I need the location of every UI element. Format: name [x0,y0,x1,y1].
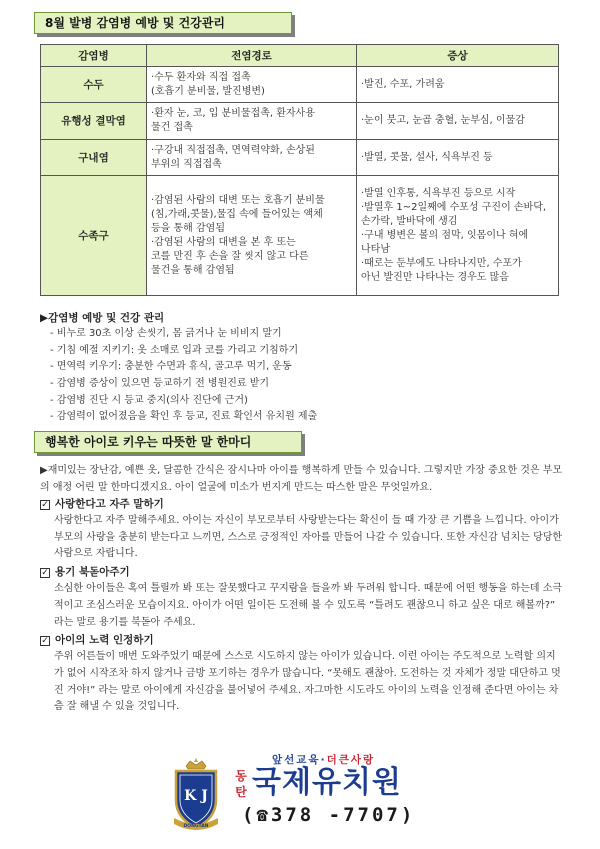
slogan-part1: 앞선교육· [272,754,327,766]
tip-body: 소심한 아이들은 혹여 틀릴까 봐 또는 잘못했다고 꾸지람을 들을까 봐 두려워 합니다. 때문에 어떤 행동을 하는데 소극적이고 조심스러운 모습이지요. 아이가 어떤 일이든 도전해 볼 수 있도록 “틀려도 괜찮으니 하고 싶은 대로 해볼까?” 라는 말로 용기를 북돋아 주세요. [54,583,563,628]
section-title-parenting: 행복한 아이로 키우는 따뜻한 말 한마디 [34,431,302,453]
school-logo [168,752,438,842]
symptom-cell [357,67,559,103]
phone-number: (☎378 -7707) [242,804,416,826]
dongtan-label: 동탄 [235,769,247,799]
route-line: 부위의 직접접촉 [151,158,222,170]
symptom-line: ·눈이 붓고, 눈곱 충혈, 눈부심, 이물감 [361,115,525,126]
symptom-line: ·때로는 둔부에도 나타나지만, 수포가 [361,257,522,269]
section-title-infection: 8월 발병 감염병 예방 및 건강관리 [34,12,292,34]
route-line: (호흡기 분비물, 발진병변) [151,85,265,97]
symptom-line: ·발열, 콧물, 설사, 식욕부진 등 [361,151,493,163]
tip-heading [40,496,564,513]
header-disease: 감염병 [41,45,147,67]
route-cell [147,67,357,103]
symptom-cell [357,140,559,176]
parenting-section [40,462,564,717]
emblem-letters: K J [184,788,208,804]
table-row [41,176,559,296]
route-line: ·환자 눈, 코, 입 분비물접촉, 환자사용 [151,108,315,119]
route-line: (침,가래,콧물),물집 속에 들어있는 액체 [151,208,323,220]
route-line: 물건을 통해 감염됨 [151,264,235,276]
prevention-heading: ▶감염병 예방 및 건강 관리 [40,312,165,324]
route-line: 등을 통해 감염됨 [151,222,225,234]
table-row [41,140,559,176]
tip-heading [40,632,564,649]
emblem-text: DONGTAN [183,824,209,829]
symptom-line: ·발열후 1~2일째에 수포성 구진이 손바닥, [361,201,547,213]
route-line: ·감염된 사람의 대변을 본 후 또는 [151,236,296,248]
symptom-cell [357,103,559,140]
table-row [41,103,559,140]
intro-paragraph: ▶재미있는 장난감, 예쁜 옷, 달콤한 간식은 잠시나마 아이를 행복하게 만들 수 있습니다. 그렇지만 가장 중요한 것은 부모의 애정 어린 말 한마디겠지요. 아이 얼굴에 미소가 번지게 만드는 따스한 말은 무엇일까요. [40,465,563,493]
school-name: 국제유치원 [252,765,402,800]
symptom-line: ·발열 인후통, 식욕부진 등으로 시작 [361,187,516,199]
slogan-part2: 더큰사랑 [326,754,376,766]
checkbox-icon: ✓ [41,499,49,510]
disease-name: 수족구 [41,176,147,296]
route-line: ·구강내 직접접촉, 면역력약화, 손상된 [151,144,315,156]
route-line: ·감염된 사람의 대변 또는 호흡기 분비물 [151,194,325,206]
symptom-line: ·구내 병변은 볼의 점막, 잇몸이나 혀에 [361,229,529,241]
checkbox-icon: ✓ [41,635,49,646]
checkbox-icon: ✓ [41,567,49,578]
route-cell [147,103,357,140]
list-item: - 감염병 증상이 있으면 등교하기 전 병원진료 받기 [50,378,270,390]
disease-name: 수두 [41,67,147,103]
disease-name: 유행성 결막염 [41,103,147,140]
list-item: - 비누로 30초 이상 손씻기, 몸 긁거나 눈 비비지 말기 [50,328,282,339]
disease-name: 구내염 [41,140,147,176]
emblem-icon [168,756,224,834]
tip-heading-text: 용기 북돋아주기 [55,566,130,579]
route-line: 물건 접촉 [151,122,193,133]
header-route: 전염경로 [147,45,357,67]
list-item: - 감염병 진단 시 등교 중지(의사 진단에 근거) [50,394,248,406]
route-cell [147,176,357,296]
route-cell [147,140,357,176]
header-symptoms: 증상 [357,45,559,67]
tip-body: 주위 어른들이 매번 도와주었기 때문에 스스로 시도하지 않는 아이가 있습니다. 이런 아이는 주도적으로 노력할 의지가 없어 시작조차 하지 않거나 금방 포기하는 경우가 많습니다. “못해도 괜찮아. 도전하는 것 자체가 정말 대단하고 멋진 거야!” 라는 말로 아이에게 자신감을 불어넣어 주세요. 자그마한 시도라도 아이의 노력을 인정해 준다면 아이는 차츰 잘 해낼 수 있을 것입니다. [54,651,561,713]
list-item: - 기침 예절 지키기: 옷 소매로 입과 코를 가리고 기침하기 [50,344,299,356]
tip-heading [40,564,564,581]
tip-body: 사랑한다고 자주 말해주세요. 아이는 자신이 부모로부터 사랑받는다는 확신이 들 때 가장 큰 기쁨을 느낍니다. 아이가 부모의 사랑을 충분히 받는다고 느끼면, 스스로 긍정적인 자아를 만들어 나갈 수 있습니다. 또한 자신감 넘치는 당당한 사람으로 자랍니다. [54,515,563,560]
route-line: 코를 만진 후 손을 잘 씻지 않고 다른 [151,250,309,262]
tip-heading-text: 사랑한다고 자주 말하기 [55,498,164,510]
symptom-cell [357,176,559,296]
table-row [41,67,559,103]
table-header-row [41,45,559,67]
symptom-line: 손가락, 발바닥에 생김 [361,215,458,227]
list-item: - 면역력 키우기: 충분한 수면과 휴식, 골고루 먹기, 운동 [50,361,292,373]
tip-heading-text: 아이의 노력 인정하기 [55,634,154,647]
list-item: - 감염력이 없어졌음을 확인 후 등교, 진료 확인서 유치원 제출 [50,411,318,423]
route-line: ·수두 환자와 직접 접촉 [151,71,251,83]
symptom-line: 나타남 [361,243,390,255]
infection-table [40,44,559,296]
symptom-line: ·발진, 수포, 가려움 [361,78,445,90]
prevention-section [40,310,560,426]
symptom-line: 아닌 발진만 나타나는 경우도 많음 [361,271,509,283]
